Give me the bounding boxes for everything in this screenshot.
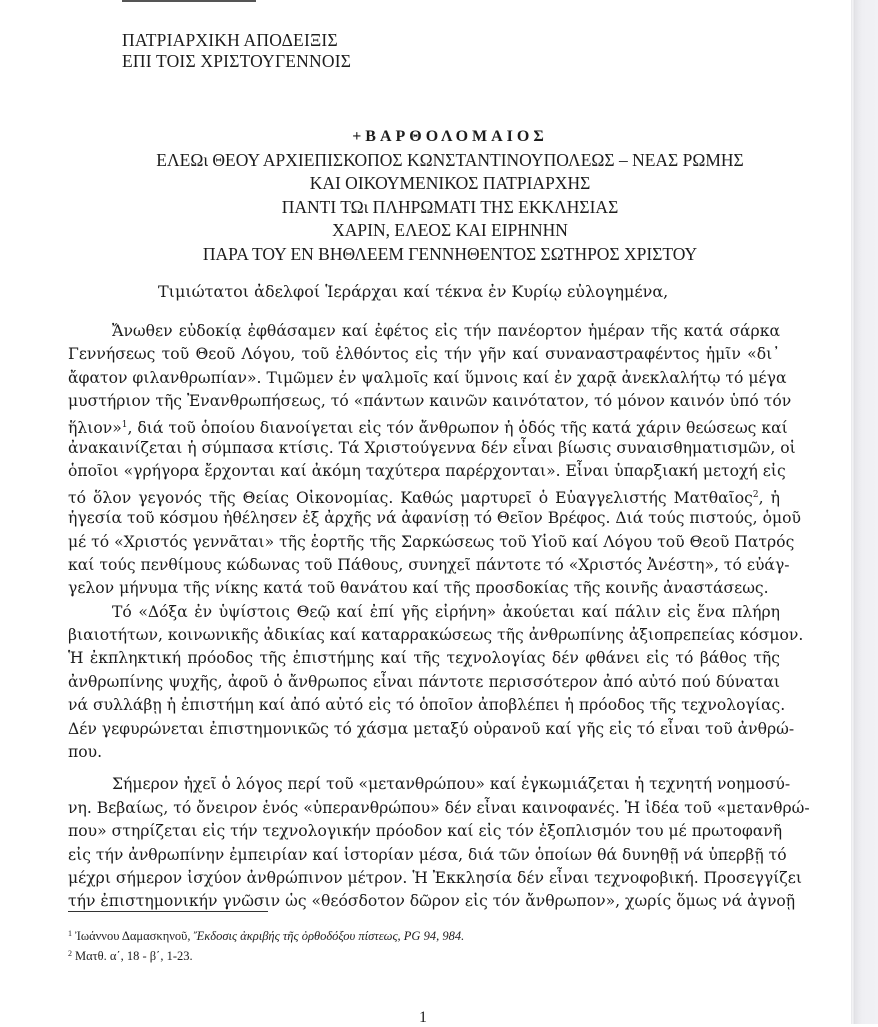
footnote-number: 2 (68, 949, 72, 958)
greeting: Τιμιώτατοι ἀδελφοί Ἱεράρχαι καί τέκνα ἐν Κυρίῳ εὐλογημένα, (158, 282, 669, 301)
paragraph-line: Ἡ ἐκπληκτική πρόοδος τῆς ἐπιστήμης καί τῆς τεχνολογίας δέν φθάνει εἰς τό βάθος τῆς (68, 649, 780, 668)
salutation-line-3: ΠΑΝΤΙ ΤΩι ΠΛΗΡΩΜΑΤΙ ΤΗΣ ΕΚΚΛΗΣΙΑΣ (281, 196, 619, 217)
paragraph-line: μυστήριον τῆς Ἐνανθρωπήσεως, τό «πάντων καινῶν καινότατον, τό μόνον καινόν ὑπό τόν (68, 392, 792, 411)
paragraph-line: που. (68, 743, 103, 762)
salutation-line-5: ΠΑΡΑ ΤΟΥ ΕΝ ΒΗΘΛΕΕΜ ΓΕΝΝΗΘΕΝΤΟΣ ΣΩΤΗΡΟΣ ΧΡΙΣΤΟΥ (202, 243, 698, 264)
paragraph-line: ἄφατον φιλανθρωπίαν». Τιμῶμεν ἐν ψαλμοῖς καί ὕμνοις καί ἐν χαρᾷ ἀνεκλαλήτῳ τό μέγα (68, 368, 787, 387)
footnote-title: Ἔκδοσις ἀκριβής τῆς ὀρθοδόξου πίστεως (193, 929, 398, 943)
paragraph-line: Τό «Δόξα ἐν ὑψίστοις Θεῷ καί ἐπί γῆς εἰρήνη» ἀκούεται καί πάλιν εἰς ἕνα πλήρη (112, 602, 780, 621)
paragraph-line (68, 484, 780, 507)
line-text: ἥλιον» (68, 418, 122, 437)
paragraph-gap (68, 764, 780, 773)
paragraph-line: βιαιοτήτων, κοινωνικῆς ἀδικίας καί καταρρακώσεως τῆς ἀνθρωπίνης ἀξιοπρεπείας κόσμον. (68, 626, 804, 645)
footnote-ref-1: 1 (121, 419, 128, 430)
paragraph-line: καί τούς πενθίμους κώδωνας τοῦ Πάθους, συνηχεῖ πάντοτε τό «Χριστός Ἀνέστη», τό εὐάγ- (68, 555, 790, 574)
paragraph-line: μέ τό «Χριστός γεννᾶται» τῆς ἑορτῆς τῆς Σαρκώσεως τοῦ Υἱοῦ καί Λόγου τοῦ Θεοῦ Πατρός (68, 532, 795, 551)
line-text: , διά τοῦ ὁποίου διανοίγεται εἰς τόν ἄνθρωπον ἡ ὁδός τῆς κατά χάριν θεώσεως καί (127, 418, 788, 437)
heading-line-2: ΕΠΙ ΤΟΙΣ ΧΡΙΣΤΟΥΓΕΝΝΟΙΣ (122, 51, 352, 71)
patriarch-name: +ΒΑΡΘΟΛΟΜΑΙΟΣ (352, 128, 548, 145)
paragraph-line: Σήμερον ἠχεῖ ὁ λόγος περί τοῦ «μετανθρώπου» καί ἐγκωμιάζεται ἡ τεχνητή νοημοσύ- (112, 775, 791, 794)
line-text: τό ὅλον γεγονός τῆς Θείας Οἰκονομίας. Καθώς μαρτυρεῖ ὁ Εὐαγγελιστής Ματθαῖος (68, 488, 753, 507)
paragraph-line: ὁποῖοι «γρήγορα ἔρχονται καί ἀκόμη ταχύτερα παρέρχονται». Εἶναι ὑπαρξιακή μετοχή εἰς (68, 462, 786, 481)
salutation-line-1: ΕΛΕΩι ΘΕΟΥ ΑΡΧΙΕΠΙΣΚΟΠΟΣ ΚΩΝΣΤΑΝΤΙΝΟΥΠΟΛΕΩΣ – ΝΕΑΣ ΡΩΜΗΣ (156, 149, 744, 170)
paragraph-line: εἰς τήν ἀνθρωπίνην ἐμπειρίαν καί ἱστορίαν μέσα, διά τῶν ὁποίων θά δυνηθῇ νά ὑπερβῇ τό (68, 845, 787, 864)
viewer-background-strip (855, 0, 878, 1024)
footnote-author: Ἰωάννου Δαμασκηνοῦ, (75, 929, 194, 943)
paragraph-3 (68, 773, 810, 913)
patriarch-salutation (100, 125, 800, 266)
line-text: , ἡ (758, 488, 780, 507)
body-text (68, 320, 810, 914)
paragraph-line: νη. Βεβαίως, τό ὄνειρον ἑνός «ὑπερανθρώπου» δέν εἶναι καινοφανές. Ἡ ἰδέα τοῦ «μετανθρώ- (68, 798, 810, 817)
heading-line-1: ΠΑΤΡΙΑΡΧΙΚΗ ΑΠΟΔΕΙΞΙΣ (122, 30, 338, 50)
salutation-line-4: ΧΑΡΙΝ, ΕΛΕΟΣ ΚΑΙ ΕΙΡΗΝΗΝ (332, 220, 568, 240)
paragraph-line (68, 414, 788, 437)
paragraph-line: ἀνακαινίζεται ἡ σύμπασα κτίσις. Τά Χριστούγεννα δέν εἶναι βίωσις συναισθηματισμῶν, οἱ (68, 438, 796, 457)
footnotes (68, 925, 464, 965)
paragraph-line: νά συλλάβῃ ἡ ἐπιστήμη καί ἀπό αὐτό εἰς τό ὁποῖον ἀποβλέπει ἡ πρόοδος τῆς τεχνολογίας. (68, 696, 786, 715)
paragraph-1 (68, 320, 801, 601)
salutation-line-2: ΚΑΙ ΟΙΚΟΥΜΕΝΙΚΟΣ ΠΑΤΡΙΑΡΧΗΣ (309, 173, 591, 193)
footnote-1 (68, 925, 464, 945)
top-rule (122, 0, 256, 2)
footnote-ref-2: 2 (752, 489, 759, 500)
paragraph-line: ἀνθρωπίνης ψυχῆς, ἀφοῦ ὁ ἄνθρωπος εἶναι πάντοτε περισσότερον ἀπό αὐτό πού δύναται (68, 672, 780, 691)
document-heading (122, 30, 351, 72)
paragraph-line: Γεννήσεως τοῦ Θεοῦ Λόγου, τοῦ ἐλθόντος εἰς τήν γῆν καί συναναστραφέντος ἡμῖν «δι᾽ (68, 345, 780, 364)
footnote-ref: , PG 94, 984. (397, 929, 465, 943)
paragraph-line: Ἄνωθεν εὐδοκίᾳ ἐφθάσαμεν καί ἐφέτος εἰς τήν πανέορτον ἡμέραν τῆς κατά σάρκα (112, 322, 780, 340)
page-number: 1 (419, 1009, 427, 1026)
paragraph-2 (68, 601, 804, 765)
paragraph-line: μέχρι σήμερον ἰσχύον ἀνθρώπινον μέτρον. Ἡ Ἐκκλησία δέν εἶναι τεχνοφοβική. Προσεγγίζει (68, 868, 802, 887)
paragraph-line: που» στηρίζεται εἰς τήν τεχνολογικήν πρόοδον καί εἰς τόν ἐξοπλισμόν του μέ πρωτοφανῆ (68, 822, 783, 841)
paragraph-line: Δέν γεφυρώνεται ἐπιστημονικῶς τό χάσμα μεταξύ οὐρανοῦ καί γῆς εἰς τό εἶναι τοῦ ἀνθρώ- (68, 719, 795, 738)
footnote-2 (68, 945, 464, 965)
footnote-number: 1 (68, 929, 72, 938)
footnote-separator (68, 911, 268, 912)
paragraph-line: τήν ἐπιστημονικήν γνῶσιν ὡς «θεόσδοτον δῶρον εἰς τόν ἄνθρωπον», χωρίς ὅμως νά ἀγνοῇ (68, 892, 796, 911)
footnote-text: Ματθ. α΄, 18 - β΄, 1-23. (75, 949, 193, 963)
paragraph-line: γελον μήνυμα τῆς νίκης κατά τοῦ θανάτου καί τῆς προσδοκίας τῆς κοινῆς ἀναστάσεως. (68, 579, 769, 598)
paragraph-line: ἡγεσία τοῦ κόσμου ἠθέλησεν ἐξ ἀρχῆς νά ἀφανίσῃ τό Θεῖον Βρέφος. Διά τούς πιστούς, ὁμοῦ (68, 509, 801, 528)
